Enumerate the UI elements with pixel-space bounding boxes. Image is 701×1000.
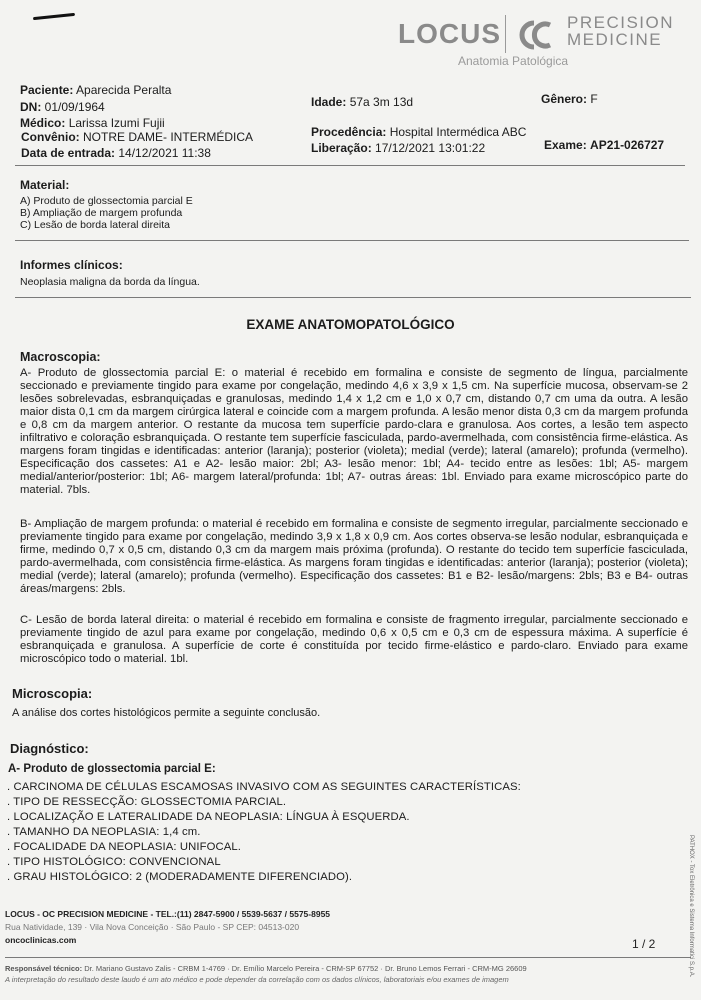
liberacao-row bbox=[311, 141, 485, 155]
exam-title: EXAME ANATOMOPATOLÓGICO bbox=[246, 317, 455, 332]
liberacao-label: Liberação: bbox=[311, 141, 372, 155]
convenio-label: Convênio: bbox=[21, 130, 80, 144]
informes-title: Informes clínicos: bbox=[20, 258, 123, 272]
material-item-c: C) Lesão de borda lateral direita bbox=[20, 219, 171, 231]
diagnostico-line: . TAMANHO DA NEOPLASIA: 1,4 cm. bbox=[7, 826, 201, 838]
material-title: Material: bbox=[20, 178, 70, 192]
entrada-row bbox=[21, 146, 211, 160]
logo-line2: MEDICINE bbox=[567, 30, 663, 49]
footer-site: oncoclinicas.com bbox=[5, 935, 77, 945]
entrada-label: Data de entrada: bbox=[21, 146, 116, 160]
page-number: 1 / 2 bbox=[632, 937, 656, 951]
genero-row bbox=[541, 92, 598, 106]
material-divider bbox=[15, 240, 689, 241]
convenio-row bbox=[21, 130, 253, 144]
logo-subtitle: Anatomia Patológica bbox=[458, 54, 569, 68]
idade-value: 57a 3m 13d bbox=[349, 95, 414, 109]
paciente-label: Paciente: bbox=[20, 83, 74, 97]
footer-divider bbox=[5, 957, 691, 958]
material-item-a: A) Produto de glossectomia parcial E bbox=[20, 195, 193, 207]
footer-disclaimer: A interpretação do resultado deste laudo é um ato médico e pode depender da correlação com os dados clínicos, laboratoriais e/ou exames de imagem bbox=[5, 975, 509, 984]
idade-label: Idade: bbox=[311, 95, 347, 109]
dn-row bbox=[20, 100, 105, 114]
medico-row bbox=[20, 116, 165, 130]
diagnostico-title: Diagnóstico: bbox=[10, 741, 89, 756]
diagnostico-list bbox=[7, 780, 521, 885]
header-divider bbox=[15, 165, 685, 166]
genero-value: F bbox=[590, 92, 598, 106]
responsavel-label: Responsável técnico: bbox=[5, 964, 83, 973]
entrada-value: 14/12/2021 11:38 bbox=[118, 146, 211, 160]
patient-name-row bbox=[20, 83, 171, 97]
logo-precision-medicine bbox=[567, 14, 674, 48]
informes-divider bbox=[15, 297, 691, 298]
medico-label: Médico: bbox=[20, 116, 66, 130]
material-item-b: B) Ampliação de margem profunda bbox=[20, 207, 183, 219]
pen-mark bbox=[33, 13, 75, 20]
macroscopia-paragraph-b: B- Ampliação de margem profunda: o material é recebido em formalina e consiste de segmento irregular, parcialmente seccionado e previamente tingido para exame por congelação, medindo 3,9 x 1,8 x 0,9 cm. Aos cortes observa-se lesão nodular, esbranquiçada e firme, medindo 0,7 x 0,5 cm, distando 0,3 cm da margem mais próxima (profunda). O restante do tecido tem superfície fasciculada, pardo-avermelhada, com consistência firme-elástica. As margens foram tingidas e identificadas: anterior (laranja); posterior (violeta); medial (verde); lateral (amarelo); profunda (vermelho). Especificação dos cassetes: B1 e B2- lesão/margens: 2bls; B3 e B4- outras áreas/margens: 2bls. bbox=[20, 518, 688, 595]
diagnostico-subtitle: A- Produto de glossectomia parcial E: bbox=[8, 763, 216, 775]
logo-line1: PRECISION bbox=[567, 13, 675, 32]
diagnostico-line: . TIPO HISTOLÓGICO: CONVENCIONAL bbox=[7, 856, 221, 868]
exame-label: Exame: bbox=[544, 138, 587, 152]
logo-divider bbox=[505, 15, 506, 53]
microscopia-title: Microscopia: bbox=[12, 686, 93, 701]
idade-row bbox=[311, 95, 413, 109]
patient-name: Aparecida Peralta bbox=[76, 83, 172, 97]
exame-row bbox=[544, 138, 664, 152]
procedencia-row bbox=[311, 125, 526, 139]
dn-value: 01/09/1964 bbox=[44, 100, 105, 114]
logo-locus: LOCUS bbox=[398, 18, 501, 49]
footer-address: Rua Natividade, 139 · Vila Nova Conceição · São Paulo - SP CEP: 04513-020 bbox=[5, 922, 300, 932]
macroscopia-paragraph-a: A- Produto de glossectomia parcial E: o material é recebido em formalina e consiste de segmento de língua, parcialmente seccionado e previamente tingido para exame por congelação, medindo 4,6 x 3,9 x 1,5 cm. Na superfície mucosa, observam-se 2 lesões sobrelevadas, esbranquiçadas e granulosas, medindo 1,4 x 1,2 cm e 1,0 x 0,7 cm, distando 0,7 cm uma da outra. A lesão maior dista 0,1 cm da margem cirúrgica lateral e coincide com a margem profunda. A lesão menor dista 0,3 cm da margem profunda e 0,8 cm da margem anterior. O restante da mucosa tem superfície pardo-clara e granulosa. Aos cortes, a lesão tem aspecto infiltrativo e coloração esbranquiçada. O restante tem superfície fasciculada, pardo-avermelhada, com consistência firme-elástica. As margens foram tingidas e identificadas: anterior (laranja); posterior (violeta); medial (verde); lateral (amarelo); profunda (vermelho). Especificação dos cassetes: A1 e A2- lesão maior: 2bl; A3- lesão menor: 1bl; A4- tecido entre as lesões: 1bl; A5- margem medial/anterior/posterior: 1bl; A6- margem lateral/profunda: 1bl; A7- outras áreas: 1bl. Enviado para exame microscópico parte do material. 7bls. bbox=[20, 367, 688, 496]
diagnostico-line: . FOCALIDADE DA NEOPLASIA: UNIFOCAL. bbox=[7, 841, 241, 853]
footer-company: LOCUS - OC PRECISION MEDICINE - TEL.:(11) 2847-5900 / 5539-5637 / 5575-8955 bbox=[5, 909, 331, 919]
macroscopia-paragraph-c: C- Lesão de borda lateral direita: o material é recebido em formalina e consiste de fragmento irregular, parcialmente seccionado e previamente tingido de azul para exame por congelação, medindo 0,6 x 0,5 cm e 0,3 cm de espessura máxima. A superfície é esbranquiçada e granulosa. A superfície de corte é constituída por tecido firme-elástico e pardo-claro. Enviado para exame microscópico todo o material. 1bl. bbox=[20, 614, 688, 665]
diagnostico-line: . CARCINOMA DE CÉLULAS ESCAMOSAS INVASIVO COM AS SEGUINTES CARACTERÍSTICAS: bbox=[7, 781, 521, 793]
medico-value: Larissa Izumi Fujii bbox=[68, 116, 165, 130]
dn-label: DN: bbox=[20, 100, 42, 114]
microscopia-text: A análise dos cortes histológicos permite a seguinte conclusão. bbox=[12, 707, 321, 719]
informes-text: Neoplasia maligna da borda da língua. bbox=[20, 276, 200, 288]
genero-label: Gênero: bbox=[541, 92, 588, 106]
procedencia-label: Procedência: bbox=[311, 125, 387, 139]
responsavel-names: Dr. Mariano Gustavo Zalis - CRBM 1-4769 · Dr. Emílio Marcelo Pereira - CRM-SP 67752 · Dr. Bruno Lemos Ferrari - CRM-MG 26609 bbox=[84, 964, 527, 973]
diagnostico-line: . TIPO DE RESSECÇÃO: GLOSSECTOMIA PARCIAL. bbox=[7, 796, 287, 808]
footer-responsavel bbox=[5, 964, 527, 973]
exame-value: AP21-026727 bbox=[590, 138, 665, 152]
diagnostico-line: . LOCALIZAÇÃO E LATERALIDADE DA NEOPLASIA: LÍNGUA À ESQUERDA. bbox=[7, 811, 410, 823]
side-vendor-text: PATHOX - Tox Eletrônica e Sistema Informatici S.p.A. bbox=[688, 835, 694, 978]
macroscopia-title: Macroscopia: bbox=[20, 350, 101, 364]
convenio-value: NOTRE DAME- INTERMÉDICA bbox=[83, 130, 254, 144]
procedencia-value: Hospital Intermédica ABC bbox=[389, 125, 527, 139]
oc-logo-icon bbox=[514, 17, 562, 53]
liberacao-value: 17/12/2021 13:01:22 bbox=[375, 141, 486, 155]
diagnostico-line: . GRAU HISTOLÓGICO: 2 (MODERADAMENTE DIFERENCIADO). bbox=[7, 871, 353, 883]
